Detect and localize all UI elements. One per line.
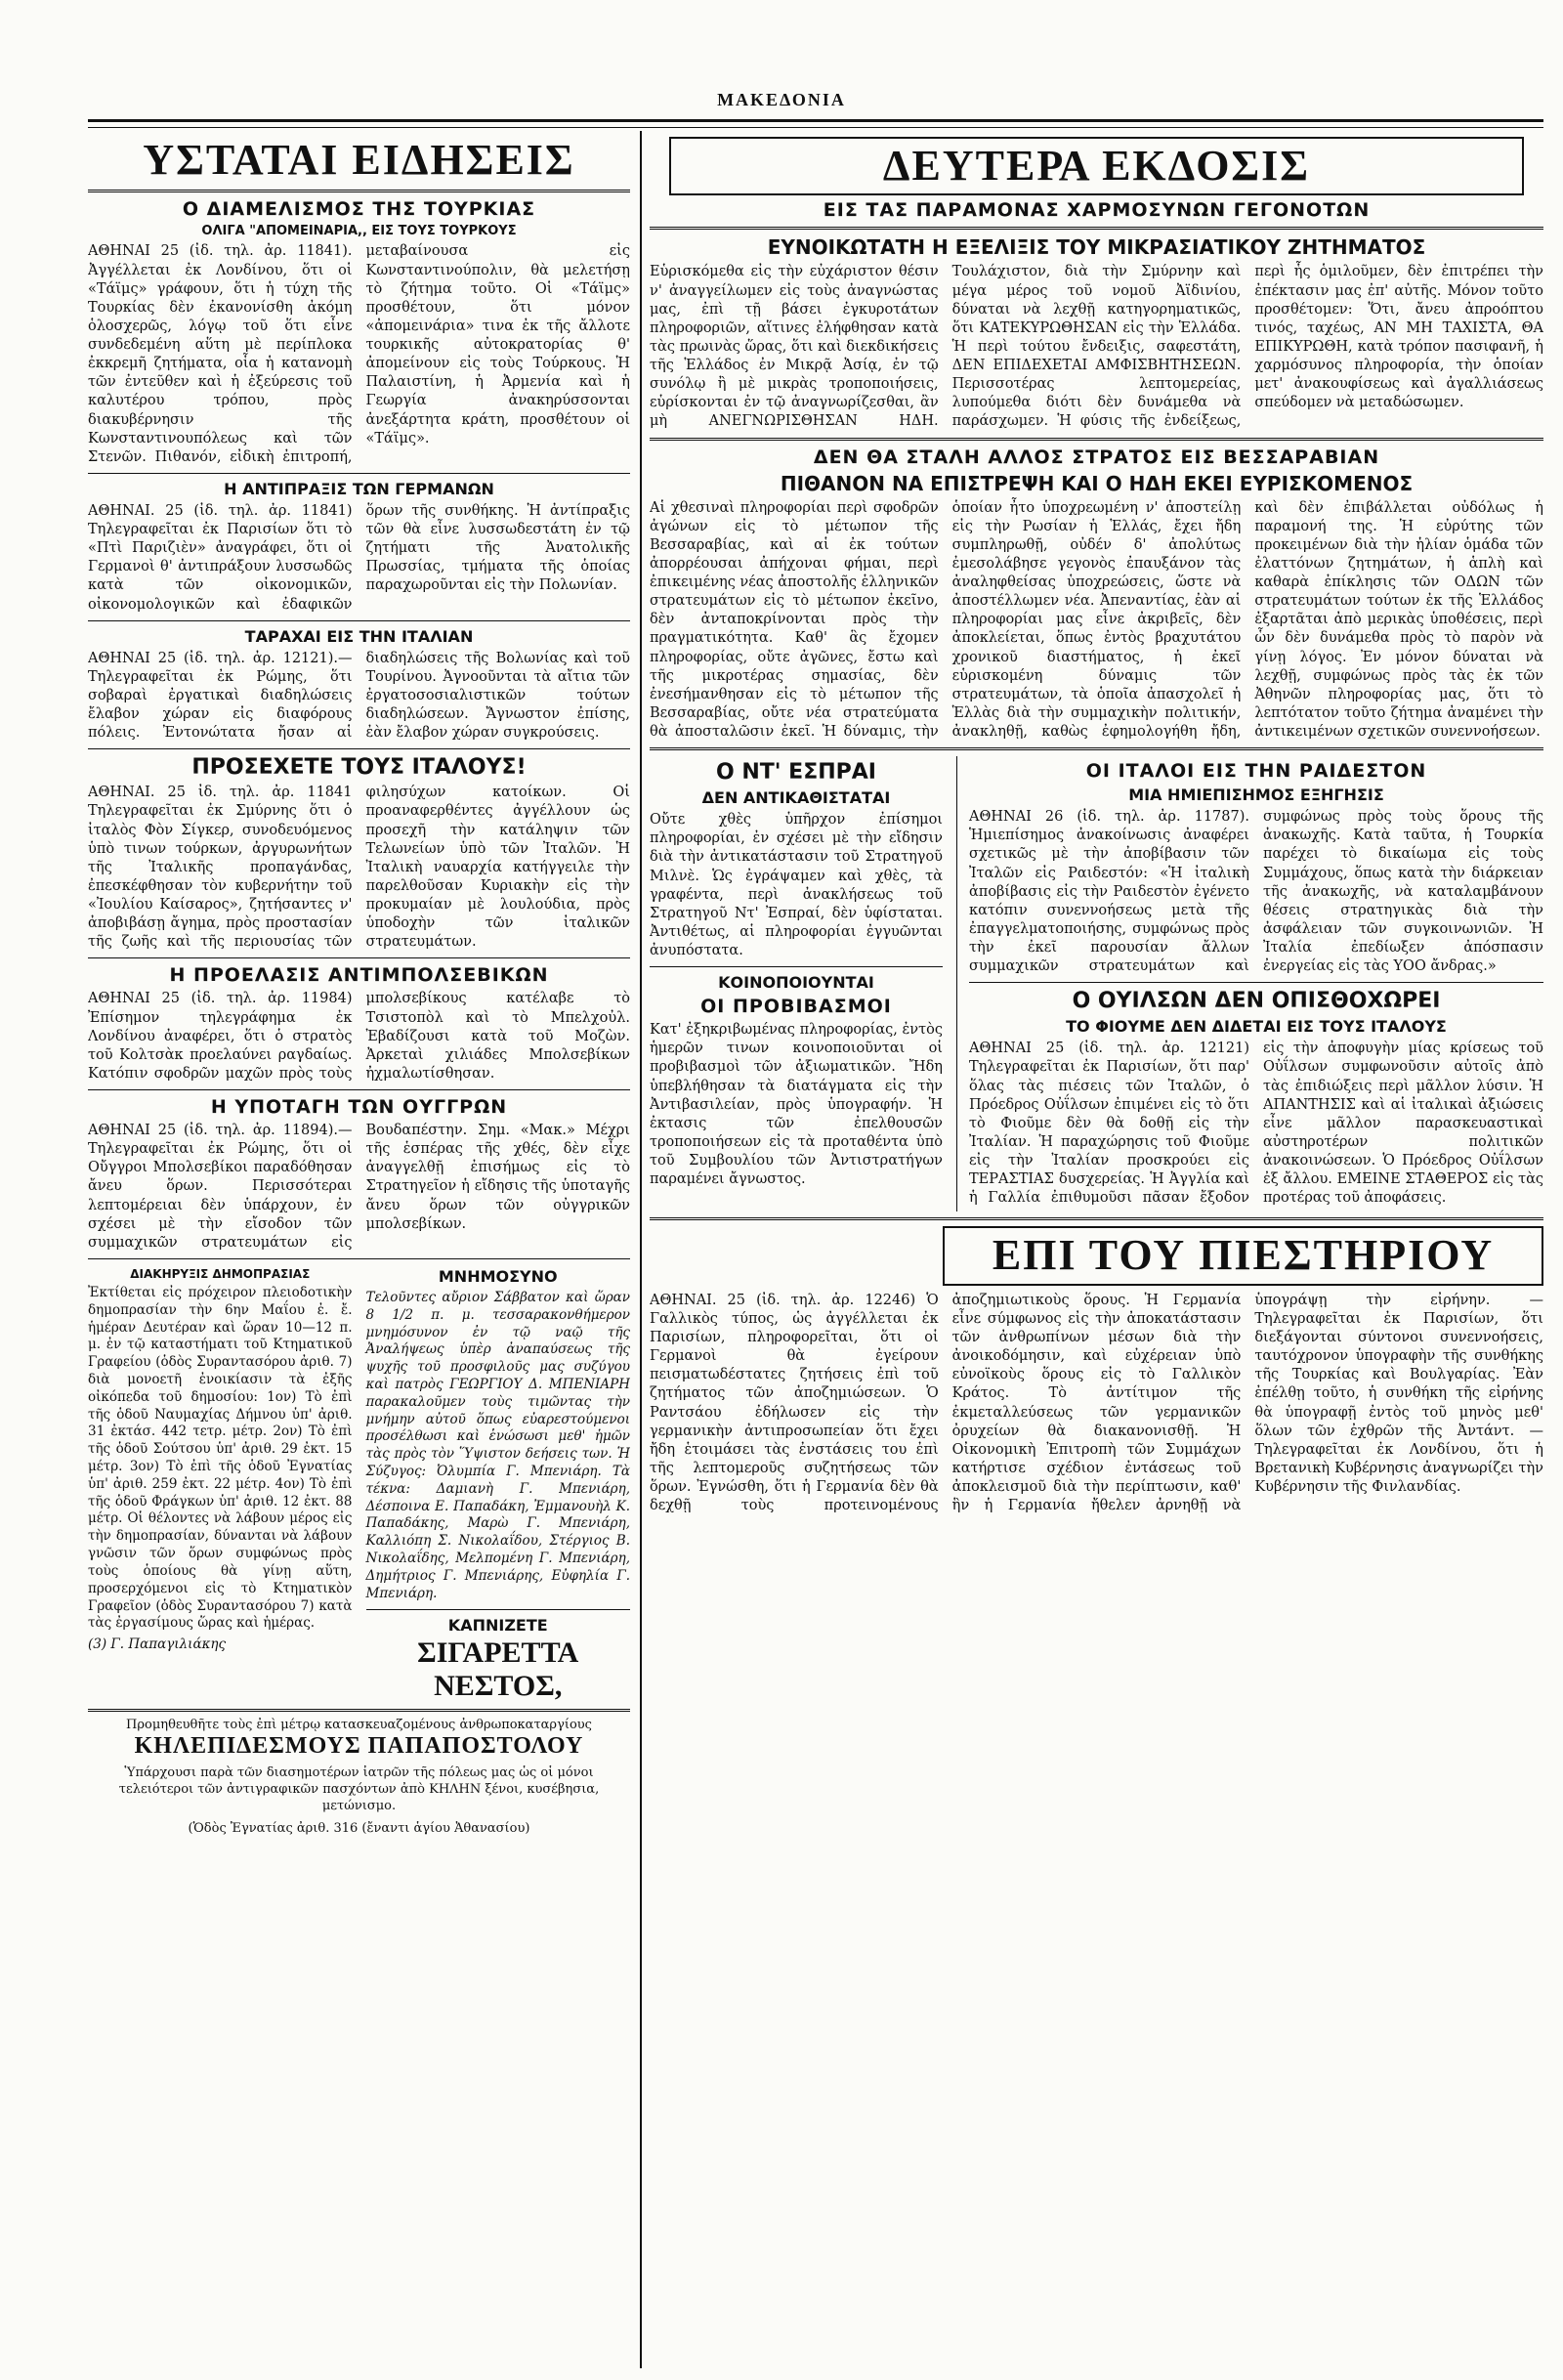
article-body: Κατ' ἐξηκριβωμένας πληροφορίας, ἐντὸς ἡμερῶν τινων κοινοποιοῦνται οἱ προβιβασμοὶ τῶν ἀξιωματικῶν. Ἤδη ὑπεβλήθησαν τὰ διατάγματα εἰς τὴν Ἀντιβασιλείαν, πρὸς ὑπογραφήν. Ἡ ἐκτασις τῶν ἐπελθουσῶν τροποποιήσεων εἰς τὰ προταθέντα ὑπὸ τοῦ Συμβουλίου τῶν Ἀντιστρατήγων παραμένει ἄγνωστος. <box>650 1022 943 1188</box>
article-title: ΕΥΝΟΙΚΩΤΑΤΗ Η ΕΞΕΛΙΞΙΣ ΤΟΥ ΜΙΚΡΑΣΙΑΤΙΚΟΥ ΖΗΤΗΜΑΤΟΣ <box>767 235 1426 260</box>
middle-left-stack <box>650 756 943 1211</box>
article-title: Η ΠΡΟΕΛΑΣΙΣ ΑΝΤΙΜΠΟΛΣΕΒΙΚΩΝ <box>169 964 549 987</box>
article-title: ΚΟΙΝΟΠΟΙΟΥΝΤΑΙ <box>718 973 874 993</box>
masthead-rule <box>88 119 1543 122</box>
article-body: ΑΘΗΝΑΙ 26 (ἰδ. τηλ. ἀρ. 11787). Ἡμιεπίσημος ἀνακοίνωσις ἀναφέρει σχετικῶς μὲ τὴν ἀποβίβασιν τῶν Ἰταλῶν εἰς Ραιδεστόν: «Ἡ ἰταλικὴ ἀποβίβασις εἰς τὴν Ραιδεστὸν ἐγένετο κατόπιν συνεννοήσεως μετὰ τῆς ἐπαγγελματοποιήσης, συμφώνως πρὸς τὴν ἐκεῖ παρουσίαν ἄλλων συμμαχικῶν στρατευμάτων καὶ συμφώνως πρὸς τοὺς ὅρους τῆς ἀνακωχῆς. Κατὰ ταῦτα, ἡ Τουρκία παρέχει τὸ δικαίωμα εἰς τοὺς Συμμάχους, ὅπως κατὰ τὴν διάρκειαν τῆς ἀνακωχῆς, νὰ καταλαμβάνουν θέσεις στρατηγικὰς διὰ τὴν ἀσφάλειαν τῶν συγκοινωνιῶν. Ἡ Ἰταλία ἐπεδίωξεν ἀπόσπασιν ἐνεργείας εἰς τὰς ΥΟΟ ἄνδρας.» <box>969 809 1543 975</box>
masthead: ΜΑΚΕΔΟΝΙΑ <box>717 90 846 109</box>
article-title: Ο ΔΙΑΜΕΛΙΣΜΟΣ ΤΗΣ ΤΟΥΡΚΙΑΣ <box>182 198 536 221</box>
middle-right-stack <box>956 756 1543 1211</box>
article-subtitle: ΟΛΙΓΑ "ΑΠΟΜΕΙΝΑΡΙΑ,, ΕΙΣ ΤΟΥΣ ΤΟΥΡΚΟΥΣ <box>201 224 517 239</box>
divider <box>88 620 630 621</box>
article-subtitle: ΤΟ ΦΙΟΥΜΕ ΔΕΝ ΔΙΔΕΤΑΙ ΕΙΣ ΤΟΥΣ ΙΤΑΛΟΥΣ <box>1066 1017 1447 1037</box>
article-body: Εὑρισκόμεθα εἰς τὴν εὐχάριστον θέσιν ν' ἀναγγείλωμεν εἰς τοὺς ἀναγνώστας μας, ἐπὶ τῇ βάσει ἐγκυροτάτων πληροφοριῶν, αἵτινες ἐλήφθησαν κατὰ τὰς πρωινὰς ὥρας, ὅτι καὶ διεκδικήσεις τῆς Ἑλλάδος ἐν Μικρᾷ Ἀσίᾳ, ἐν τῷ συνόλῳ ἢ μὲ μικρὰς τροποποιήσεις, εὑρίσκονται ἐν τῷ ἀναγνωρίζεσθαι, ἂν μὴ ΑΝΕΓΝΩΡΙΣΘΗΣΑΝ ΗΔΗ. Τουλάχιστον, διὰ τὴν Σμύρνην καὶ μέγα μέρος τοῦ νομοῦ Ἀϊδινίου, δύναται νὰ λεχθῇ κατηγορηματικῶς, ὅτι ΚΑΤΕΚΥΡΩΘΗΣΑΝ εἰς τὴν Ἑλλάδα. Ἡ περὶ τούτου ἔνδειξις, σαφεστάτη, ΔΕΝ ΕΠΙΔΕΧΕΤΑΙ ΑΜΦΙΣΒΗΤΗΣΕΩΝ. Περισσοτέρας λεπτομερείας, λυπούμεθα διότι δὲν δυνάμεθα νὰ παράσχωμεν. Ἡ φύσις τῆς ἐνδείξεως, περὶ ἧς ὁμιλοῦμεν, δὲν ἐπιτρέπει τὴν ἐπέκτασιν μας ἐπ' αὐτῆς. Μόνον τοῦτο προσθέτομεν: Ὅτι, ἄνευ ἀπροόπτου τινός, ταχέως, ΑΝ ΜΗ ΤΑΧΙΣΤΑ, ΘΑ ΕΠΙΚΥΡΩΘΗ, κατὰ τρόπον πασιφανῆ, ἡ χαρμόσυνος πληροφορία, τὴν ὁποίαν μετ' ἀνακουφίσεως καὶ ἀγαλλιάσεως σπεύδομεν νὰ μεταδώσωμεν. <box>650 264 1543 430</box>
article-desperey <box>650 760 943 960</box>
article-body: ΑΘΗΝΑΙ. 25 (ἰδ. τηλ. ἀρ. 12246) Ὁ Γαλλικὸς τύπος, ὡς ἀγγέλλεται ἐκ Παρισίων, πληροφορεῖται, ὅτι οἱ Γερμανοὶ θὰ ἐγείρουν πεισματωδέστατες ζητήσεις ἐπὶ τοῦ ζητήματος τῶν ἀποζημιώσεων. Ὁ Ραντσάου ἐδήλωσεν εἰς τὴν γερμανικὴν ἀντιπροσωπείαν ὅτι ἔχει ἤδη ἑτοιμάσει τὰς ἐνστάσεις του ἐπὶ τῆς λεπτομεροῦς συζητήσεως τῶν ὅρων. Ἐγνώσθη, ὅτι ἡ Γερμανία δὲν θὰ δεχθῇ τοὺς προτεινομένους ἀποζημιωτικοὺς ὅρους. Ἡ Γερμανία εἶνε σύμφωνος εἰς τὴν ἀποκατάστασιν τῶν ἀνθρωπίνων μέσων διὰ τὴν ἀνοικοδόμησιν, καὶ εὐχέρειαν ὑπὸ εὐνοϊκοὺς ὅρους εἰς τὸ Γαλλικὸν Κράτος. Τὸ ἀντίτιμον τῆς ἐκμεταλλεύσεως τῶν γερμανικῶν ὀρυχείων θὰ διακανονισθῇ. Ἡ Οἰκονομικὴ Ἐπιτροπὴ τῶν Συμμάχων κατήρτισε σχέδιον ἐντάσεως τοῦ ἀποκλεισμοῦ διὰ τὴν περίπτωσιν, καθ' ἣν ἡ Γερμανία ἤθελεν ἀρνηθῇ νὰ ὑπογράψῃ τὴν εἰρήνην. —Τηλεγραφεῖται ἐκ Παρισίων, ὅτι διεξάγονται σύντονοι συνεννοήσεις, ταυτόχρονον ὑπογραφὴν τῆς συνθήκης τῆς Τουρκίας καὶ Βουλγαρίας. Ἐὰν ἐπέλθῃ τοῦτο, ἡ συνθήκη τῆς εἰρήνης θὰ ὑπογραφῇ ἐντὸς τοῦ μηνὸς μεθ' ὅλων τῶν ἐχθρῶν τῆς Ἀντάντ. — Τηλεγραφεῖται ἐκ Λονδίνου, ὅτι ἡ Βρετανικὴ Κυβέρνησις ἀναγνωρίζει τὴν Κυβέρνησιν τῆς Φινλανδίας. <box>650 1292 1543 1514</box>
article-body: ΑΘΗΝΑΙ 25 (ἰδ. τηλ. ἀρ. 11984) Ἐπίσημον τηλεγράφημα ἐκ Λονδίνου ἀναφέρει, ὅτι ὁ στρατὸς τοῦ Κολτσὰκ προελαύνει ραγδαίως. Κατόπιν σφοδρῶν μαχῶν πρὸς τοὺς μπολσεβίκους κατέλαβε τὸ Τσιστοπὸλ καὶ τὸ Μπελχοὐλ. Ἐβαδίζουσι κατὰ τοῦ Μοζὼν. Ἀρκεταὶ χιλιάδες Μπολσεβίκων ἠχμαλωτίσθησαν. <box>88 991 630 1082</box>
divider <box>88 473 630 474</box>
masthead-rule-thin <box>88 127 1543 128</box>
article-german-reaction <box>88 480 630 615</box>
article-title: Ο ΟΥΙΛΣΩΝ ΔΕΝ ΟΠΙΣΘΟΧΩΡΕΙ <box>1072 989 1441 1014</box>
article-press <box>650 1226 1543 1515</box>
article-hungary-submission <box>88 1096 630 1253</box>
auction-notice <box>88 1265 353 1703</box>
divider <box>366 1609 631 1610</box>
divider <box>650 966 943 967</box>
right-section <box>650 137 1543 2374</box>
article-body: ΑΘΗΝΑΙ 25 (ἰδ. τηλ. ἀρ. 11841). Ἀγγέλλεται ἐκ Λονδίνου, ὅτι οἱ «Τάϊμς» γράφουν, ὅτι ἡ τύχη τῆς Τουρκίας δὲν ἐκανονίσθη ἀκόμη ὁλοσχερῶς, λόγῳ τοῦ ὅτι εἶνε συνδεδεμένη αὕτη μὲ περίπλοκα ἐκκρεμῆ ζητήματα, οἷα ἡ κατανομὴ τῶν ἐντεῦθεν καὶ ἡ ἐξεύρεσις τοῦ καλυτέρου τρόπου, πρὸς διακυβέρνησιν τῆς Κωνσταντινουπόλεως καὶ τῶν Στενῶν. Πιθανόν, εἰδικὴ ἐπιτροπή, μεταβαίνουσα εἰς Κωνσταντινούπολιν, θὰ μελετήσῃ τὸ ζήτημα τοῦτο. Οἱ «Τάϊμς» προσθέτουν, ὅτι μόνον «ἀπομεινάρια» τινα ἐκ τῆς ἄλλοτε τουρκικῆς αὐτοκρατορίας θ' ἀπομείνουν εἰς τοὺς Τούρκους. Ἡ Παλαιστίνη, ἡ Ἀρμενία καὶ ἡ Γεωργία ἀνακηρύσσονται ἀνεξάρτητα κράτη, προσθέτουν οἱ «Τάϊμς». <box>88 243 630 465</box>
divider <box>650 1217 1543 1220</box>
article-title: Η ΥΠΟΤΑΓΗ ΤΩΝ ΟΥΓΓΡΩΝ <box>210 1096 508 1119</box>
article-title: Ο ΝΤ' ΕΣΠΡΑΙ <box>716 760 876 786</box>
divider <box>88 1089 630 1090</box>
article-bessarabia <box>650 446 1543 743</box>
article-title: ΔΕΝ ΘΑ ΣΤΑΛΗ ΑΛΛΟΣ ΣΤΡΑΤΟΣ ΕΙΣ ΒΕΣΣΑΡΑΒΙΑΝ <box>813 446 1380 468</box>
article-body: ΑΘΗΝΑΙ 25 (ἰδ. τηλ. ἀρ. 12121).—Τηλεγραφεῖται ἐκ Ρώμης, ὅτι σοβαραὶ ἐργατικαὶ διαδηλώσεις ἔλαβον χώραν εἰς διαφόρους πόλεις. Ἐντονώτατα ἤσαν αἱ διαδηλώσεις τῆς Βολωνίας καὶ τοῦ Τουρίνου. Ἀγνοοῦνται τὰ αἴτια τῶν ἐργατοσοσιαλιστικῶν τούτων διαδηλώσεων. Ἄγνωστον ἐπίσης, ἐὰν ἔλαβον χώραν συγκρούσεις. <box>88 650 630 742</box>
left-column <box>88 137 630 2374</box>
article-body: ΑΘΗΝΑΙ 25 (ἰδ. τηλ. ἀρ. 11894).—Τηλεγραφεῖται ἐκ Ρώμης, ὅτι οἱ Οὔγγροι Μπολσεβίκοι παραδόθησαν ἄνευ ὅρων. Περισσότεραι λεπτομέρειαι δὲν ὑπάρχουν, ἐν σχέσει μὲ τὴν εἴσοδον τῶν συμμαχικῶν στρατευμάτων εἰς Βουδαπέστην. Σημ. «Μακ.» Μέχρι τῆς ἑσπέρας τῆς χθές, δὲν εἶχε ἀναγγελθῇ ἐπισήμως εἰς τὸ Στρατηγεῖον ἡ εἴδησις τῆς ὑποταγῆς ἄνευ ὅρων τῶν οὐγγρικῶν μπολσεβίκων. <box>88 1123 630 1251</box>
article-subtitle: ΔΕΝ ΑΝΤΙΚΑΘΙΣΤΑΤΑΙ <box>701 788 891 808</box>
article-promotions <box>650 973 943 1189</box>
article-title: Η ΑΝΤΙΠΡΑΞΙΣ ΤΩΝ ΓΕΡΜΑΝΩΝ <box>224 479 494 498</box>
divider <box>88 190 630 192</box>
notice-body: Ἐκτίθεται εἰς πρόχειρον πλειοδοτικὴν δημοπρασίαν τὴν 6ην Μαΐου ἐ. ἔ. ἡμέραν Δευτέραν καὶ ὥραν 10—12 π. μ. ἐν τῷ καταστήματι τοῦ Κτηματικοῦ Γραφείου (ὁδὸς Συραντασόρου ἀριθ. 7) διὰ μονοετῆ ἐνοικίασιν τὰ ἐξῆς οἰκόπεδα τοῦ δημοσίου: 1ον) Τὸ ἐπὶ τῆς ὁδοῦ Ναυμαχίας Δήμνου ὑπ' ἀριθ. 31 ἐκτάσ. 442 τετρ. μέτρ. 2ον) Τὸ ἐπὶ τῆς ὁδοῦ Σούτσου ὑπ' ἀριθ. 29 ἐκτ. 15 μέτρ. 3ον) Τὸ ἐπὶ τῆς ὁδοῦ Ἐγνατίας ὑπ' ἀριθ. 259 ἐκτ. 22 μέτρ. 4ον) Τὸ ἐπὶ τῆς ὁδοῦ Φράγκων ὑπ' ἀριθ. 12 ἐκτ. 88 μέτρ. Οἱ θέλοντες νὰ λάβουν μέρος εἰς τὴν δημοπρασίαν, δύνανται νὰ λάβουν γνῶσιν τῶν ὅρων συμφώνως πρὸς τοὺς ὁποίους θὰ γίνῃ αὕτη, προσερχόμενοι εἰς τὸ Κτηματικὸν Γραφεῖον (ὁδὸς Συραντασόρου 7) κατὰ τὰς ἐργασίμους ὥρας καὶ ἡμέρας. <box>88 1284 353 1632</box>
article-body: ΑΘΗΝΑΙ 25 (ἰδ. τηλ. ἀρ. 12121) Τηλεγραφεῖται ἐκ Παρισίων, ὅτι παρ' ὅλας τὰς πιέσεις τῶν Ἰταλῶν, ὁ Πρόεδρος Οὐΐλσων ἐπιμένει εἰς τὸ ὅτι τὸ Φιοῦμε δὲν θὰ δοθῇ εἰς τὴν Ἰταλίαν. Ἡ παραχώρησις τοῦ Φιοῦμε εἰς τὴν Ἰταλίαν προσκρούει εἰς ΤΕΡΑΣΤΙΑΣ δυσχερείας. Ἡ Ἀγγλία καὶ ἡ Γαλλία ἐπιθυμοῦσι πᾶσαν ἔξοδον εἰς τὴν ἀποφυγὴν μίας κρίσεως τοῦ Οὐΐλσων συμφωνοῦσιν αὐτοῖς ἀπὸ τὰς ἐπιδιώξεις περὶ μᾶλλον λύσιν. Ἡ ΑΠΑΝΤΗΣΙΣ καὶ αἱ ἰταλικαὶ ἀξιώσεις εἶνε μᾶλλον παρασκευαστικαὶ αὐστηροτέρων πολιτικῶν ἀνακοινώσεων. Ὁ Πρόεδρος Οὐΐλσων ἐξ ἄλλου. ΕΜΕΙΝΕ ΣΤΑΘΕΡΟΣ εἰς τὰς προτέρας τοῦ ἀποφάσεις. <box>969 1041 1543 1207</box>
article-asia-minor <box>650 235 1543 431</box>
article-subtitle: ΜΙΑ ΗΜΙΕΠΙΣΗΜΟΣ ΕΞΗΓΗΣΙΣ <box>1128 786 1384 805</box>
ad-cigarette: ΣΙΓΑΡΕΤΤΑ ΝΕΣΤΟΣ, <box>417 1636 579 1702</box>
divider <box>88 1258 630 1259</box>
memorial-notice <box>366 1265 631 1703</box>
article-subtitle: ΠΙΘΑΝΟΝ ΝΑ ΕΠΙΣΤΡΕΨΗ ΚΑΙ Ο ΗΔΗ ΕΚΕΙ ΕΥΡΙΣΚΟΜΕΝΟΣ <box>780 471 1414 495</box>
article-subtitle: ΟΙ ΠΡΟΒΙΒΑΣΜΟΙ <box>700 996 892 1018</box>
article-beware-italians <box>88 755 630 952</box>
notice-title: ΔΙΑΚΗΡΥΞΙΣ ΔΗΜΟΠΡΑΣΙΑΣ <box>130 1266 311 1281</box>
right-section-title: ΔΕΥΤΕΡΑ ΕΚΔΟΣΙΣ <box>669 137 1524 195</box>
article-title: ΕΠΙ ΤΟΥ ΠΙΕΣΤΗΡΙΟΥ <box>943 1226 1543 1285</box>
divider <box>88 1709 630 1712</box>
article-rodosto <box>969 760 1543 976</box>
article-title: ΠΡΟΣΕΧΕΤΕ ΤΟΥΣ ΙΤΑΛΟΥΣ! <box>191 755 527 781</box>
column-divider <box>640 131 642 2368</box>
left-section-title: ΥΣΤΑΤΑΙ ΕΙΔΗΣΕΙΣ <box>143 137 575 184</box>
article-wilson-fiume <box>969 989 1543 1208</box>
right-section-subtitle: ΕΙΣ ΤΑΣ ΠΑΡΑΜΟΝΑΣ ΧΑΡΜΟΣΥΝΩΝ ΓΕΓΟΝΟΤΩΝ <box>823 199 1371 222</box>
divider <box>88 957 630 958</box>
divider <box>650 438 1543 441</box>
divider <box>650 747 1543 750</box>
ad-footer-lead: Προμηθευθῆτε τοὺς ἐπὶ μέτρῳ κατασκευαζομένους ἀνθρωποκαταργίους <box>126 1717 592 1732</box>
article-italy-unrest <box>88 627 630 744</box>
article-body: Οὔτε χθὲς ὑπῆρχον ἐπίσημοι πληροφορίαι, ἐν σχέσει μὲ τὴν εἴδησιν διὰ τὴν ἀντικατάστασιν τοῦ Στρατηγοῦ Μιλνὲ. Ὡς ἐγράψαμεν καὶ χθὲς, τὰ γραφέντα, περὶ ἀνακλήσεως τοῦ Στρατηγοῦ Ντ' Ἐσπραί, δὲν ὑφίσταται. Ἀντιθέτως, αἱ πληροφορίαι ἐγγυῶνται ἀνυπόστατα. <box>650 812 943 959</box>
ad-footer-address: (Ὁδὸς Ἐγνατίας ἀριθ. 316 (ἔναντι ἁγίου Ἀθανασίου) <box>188 1821 530 1837</box>
article-title: ΟΙ ΙΤΑΛΟΙ ΕΙΣ ΤΗΝ ΡΑΙΔΕΣΤΟΝ <box>1085 760 1427 783</box>
notice-signature: (3) Γ. Παπαγιλιάκης <box>88 1636 227 1653</box>
article-body: Αἱ χθεσιναὶ πληροφορίαι περὶ σφοδρῶν ἀγώνων εἰς τὸ μέτωπον τῆς Βεσσαραβίας, καὶ αἱ ἐκ τούτων ἀπορρέουσαι ἀπήχοναι φήμαι, περὶ ἐπικειμένης νέας ἀποστολῆς ἑλληνικῶν στρατευμάτων εἰς τὸ μέτωπον ἐκεῖνο, δὲν ἀνταποκρίνονται πρὸς τὴν πραγματικότητα. Καθ' ἃς ἔχομεν πληροφορίας, οὔτε ἀγῶνες, ἔστω καὶ τῆς μικροτέρας σημασίας, δὲν ἐνεσήμανθησαν εἰς τὸ μέτωπον τῆς Βεσσαραβίας, οὔτε νέα στρατεύματα θὰ ἀποσταλῶσιν ἐκεῖ. Ἡ δύναμις, τὴν ὁποίαν ἦτο ὑποχρεωμένη ν' ἀποστείλῃ εἰς τὴν Ρωσίαν ἡ Ἑλλάς, ἔχει ἤδη συμπληρωθῇ, οὐδέν δ' ἀπολύτως ἐμεσολάβησε γεγονὸς ἐπαυξάνον τὰς ἀναληφθείσας ὑποχρεώσεις, ὥστε νὰ ἀποστέλλωμεν νέα. Ἀπεναντίας, ἐὰν αἱ πληροφορίαι μας εἶνε ἀκριβεῖς, δὲν ἀποκλείεται, ὅπως ἐντὸς βραχυτάτου χρονικοῦ διαστήματος, ἡ ἐκεῖ εὑρισκομένη δύναμις τῶν στρατευμάτων, τὰ ὁποῖα ἀπασχολεῖ ἡ Ἑλλὰς διὰ τὴν συμμαχικὴν πολιτικήν, ἀνακληθῇ, καθὼς ἐφημολογήθη ἤδη, καὶ δὲν ἐπιβάλλεται οὐδόλως ἡ παραμονή της. Ἡ εὐρύτης τῶν προκειμένων διὰ τὴν ἡλίαν ὁμάδα τῶν ἐλαττόνων ζητημάτων, ἡ ἁπλὴ καὶ καθαρὰ ἐπίκλησις τῶν ΟΔΩΝ τῶν στρατευμάτων τούτων ἐκ τῆς Ἑλλάδος ἐξαρτᾶται ἀπὸ μερικὰς ὑποθέσεις, περὶ ὧν δὲν δυνάμεθα πρὸς τὸ παρὸν νὰ γίνῃ λόγος. Ἐν μόνον δύναται νὰ λεχθῇ, συμφώνως πρὸς τὰς ἐκ τῶν Ἀθηνῶν πληροφορίας μας, ὅτι τὸ λεπτότατον τοῦτο ζήτημα ἀναμένει τὴν ἀντικειμένων σχετικῶν συνεννοήσεων. <box>650 499 1543 741</box>
ad-footer-text: Ὑπάρχουσι παρὰ τῶν διασημοτέρων ἰατρῶν τῆς πόλεως μας ὡς οἱ μόνοι τελειότεροι τῶν ἀντιγραφικῶν πασχόντων ἀπὸ ΚΗΛΗΝ ξένοι, κυσέβησια, μετώνισμο. <box>118 1765 600 1814</box>
article-turkey-partition <box>88 198 630 467</box>
divider <box>650 227 1543 230</box>
notice-title: ΜΝΗΜΟΣΥΝΟ <box>438 1266 558 1286</box>
article-title: ΤΑΡΑΧΑΙ ΕΙΣ ΤΗΝ ΙΤΑΛΙΑΝ <box>244 626 474 646</box>
middle-row <box>650 756 1543 1211</box>
article-body: ΑΘΗΝΑΙ. 25 ἰδ. τηλ. ἀρ. 11841 Τηλεγραφεῖται ἐκ Σμύρνης ὅτι ὁ ἰταλὸς Φὸν Σίγκερ, συνοδευόμενος ὑπὸ τινων τούρκων, ἀργυρωνήτων τῆς Ἰταλικῆς προπαγάνδας, ἐπεσκέφθησαν τὸν κυβερνήτην τοῦ «Ἰουλίου Καίσαρος», ζητήσαντες ν' ἀποβιβάσῃ ἄγημα, πρὸς προστασίαν τῆς ζωῆς καὶ τῆς περιουσίας τῶν φιλησύχων κατοίκων. Οἱ προαναφερθέντες ἀγγέλλουν ὡς προσεχῆ τὴν κατάληψιν τῶν Τελωνείων ὑπὸ τῶν Ἰταλῶν. Ἡ Ἰταλικὴ ναυαρχία κατήγγειλε τὴν παρελθοῦσαν Κυριακὴν εἰς τὴν προκυμαίαν μὲ λουλούδια, πρὸς ὑποδοχὴν τῶν ἰταλικῶν στρατευμάτων. <box>88 785 630 951</box>
article-antibolshevik-advance <box>88 964 630 1084</box>
article-body: ΑΘΗΝΑΙ. 25 (ἰδ. τηλ. ἀρ. 11841) Τηλεγραφεῖται ἐκ Παρισίων ὅτι τὸ «Πτὶ Παριζιὲν» ἀναγράφει, ὅτι οἱ Γερμανοὶ θ' ἀντιπράξουν λυσσωδῶς κατὰ τῶν οἰκονομικῶν, οἰκονομολογικῶν καὶ ἐδαφικῶν ὅρων τῆς συνθήκης. Ἡ ἀντίπραξις τῶν θὰ εἶνε λυσσωδεστάτη ἐν τῷ ζητήματι τῆς Ἀνατολικῆς Πρωσσίας, τμήματα τῆς ὁποίας παραχωροῦνται εἰς τὴν Πολωνίαν. <box>88 502 630 613</box>
ad-smoke: ΚΑΠΝΙΖΕΤΕ <box>447 1615 548 1635</box>
divider <box>969 982 1543 983</box>
notices-row <box>88 1265 630 1703</box>
ad-footer-name: ΚΗΛΕΠΙΔΕΣΜΟΥΣ ΠΑΠΑΠΟΣΤΟΛΟΥ <box>134 1733 584 1760</box>
notice-body: Τελοῦντες αὔριον Σάββατον καὶ ὥραν 8 1/2 π. μ. τεσσαρακονθήμερον μνημόσυνον ἐν τῷ ναῷ τῆς Ἀναλήψεως ὑπὲρ ἀναπαύσεως τῆς ψυχῆς τοῦ προσφιλοῦς μας συζύγου καὶ πατρὸς ΓΕΩΡΓΙΟΥ Δ. ΜΠΕΝΙΑΡΗ παρακαλοῦμεν τοὺς τιμῶντας τὴν μνήμην αὐτοῦ ὅπως εὐαρεστούμενοι προσέλθωσι καὶ ἑνώσωσι μεθ' ἡμῶν τὰς πρὸς τὸν Ὕψιστον δεήσεις των. Ἡ Σύζυγος: Ὀλυμπία Γ. Μπενιάρη. Τὰ τέκνα: Δαμιανὴ Γ. Μπενιάρη, Δέσποινα Ε. Παπαδάκη, Ἐμμανουὴλ Κ. Παπαδάκης, Μαρὼ Γ. Μπενιάρη, Καλλιόπη Σ. Νικολαΐδου, Στέργιος Β. Νικολαΐδης, Μελπομένη Γ. Μπενιάρη, Δημήτριος Γ. Μπενιάρης, Εὐφηλία Γ. Μπενιάρη. <box>365 1289 630 1601</box>
divider <box>88 748 630 749</box>
